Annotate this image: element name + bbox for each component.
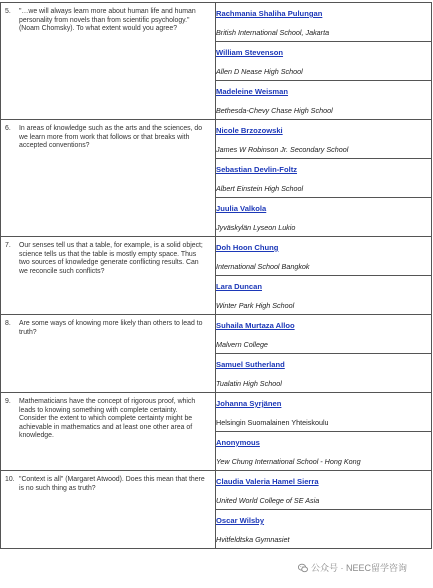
school-name: Bethesda-Chevy Chase High School <box>216 106 333 115</box>
student-name-link[interactable]: Rachmania Shaliha Pulungan <box>216 9 323 18</box>
student-name-link[interactable]: Doh Hoon Chung <box>216 243 279 252</box>
prompt-cell <box>1 3 216 120</box>
student-name-link[interactable]: Madeleine Weisman <box>216 87 289 96</box>
student-name-link[interactable]: Johanna Syrjänen <box>216 399 282 408</box>
student-name-link[interactable]: Samuel Sutherland <box>216 360 285 369</box>
student-cell <box>216 276 432 315</box>
student-cell <box>216 354 432 393</box>
school-name: Winter Park High School <box>216 301 295 310</box>
prompt-number: 5. <box>5 8 11 15</box>
prompt-cell <box>1 120 216 237</box>
school-name: United World College of SE Asia <box>216 496 320 505</box>
prompt-cell <box>1 315 216 393</box>
prompt-number: 10. <box>5 476 15 483</box>
student-name-link[interactable]: Sebastian Devlin-Foltz <box>216 165 298 174</box>
student-cell <box>216 237 432 276</box>
student-cell <box>216 432 432 471</box>
watermark <box>298 561 407 574</box>
student-cell <box>216 42 432 81</box>
student-cell <box>216 3 432 42</box>
school-name: Tualatin High School <box>216 379 282 388</box>
student-name-link[interactable]: Claudia Valeria Hamel Sierra <box>216 477 319 486</box>
prompt-number: 9. <box>5 398 11 405</box>
prompt-number: 7. <box>5 242 11 249</box>
table-row <box>1 3 432 42</box>
prompt-number: 8. <box>5 320 11 327</box>
school-name: Yew Chung International School - Hong Kong <box>216 457 361 466</box>
prompt-cell <box>1 471 216 549</box>
essay-prize-table <box>0 2 432 549</box>
school-name: James W Robinson Jr. Secondary School <box>216 145 349 154</box>
watermark-text: 公众号 · NEEC留学咨询 <box>311 563 408 573</box>
prompt-text: Our senses tell us that a table, for example, is a solid object; science tells us that the table is mostly empty space. Thus two sources of knowledge generate conflicting results. Can we reconcile such conflicts? <box>19 242 203 275</box>
school-name: Albert Einstein High School <box>216 184 304 193</box>
prompt-text: Mathematicians have the concept of rigorous proof, which leads to knowing something with complete certainty. Consider the extent to which complete certainty might be achievable in mathematics and at least one other area of knowledge. <box>19 398 196 440</box>
table-row <box>1 393 432 432</box>
student-name-link[interactable]: Nicole Brzozowski <box>216 126 283 135</box>
student-cell <box>216 393 432 432</box>
school-name: British International School, Jakarta <box>216 28 330 37</box>
school-name: Allen D Nease High School <box>216 67 303 76</box>
prompt-text: Are some ways of knowing more likely than others to lead to truth? <box>19 320 203 336</box>
student-name-link[interactable]: Anonymous <box>216 438 260 447</box>
school-name: Malvern College <box>216 340 268 349</box>
student-cell <box>216 81 432 120</box>
student-cell <box>216 510 432 549</box>
prompt-text: In areas of knowledge such as the arts and the sciences, do we learn more from work that follows or that breaks with accepted conventions? <box>19 125 203 150</box>
student-cell <box>216 315 432 354</box>
school-name: International School Bangkok <box>216 262 310 271</box>
student-cell <box>216 120 432 159</box>
table-row <box>1 237 432 276</box>
student-cell <box>216 159 432 198</box>
student-name-link[interactable]: Suhaila Murtaza Alloo <box>216 321 295 330</box>
school-name: Jyväskylän Lyseon Lukio <box>216 223 296 232</box>
wechat-icon <box>298 563 308 573</box>
student-name-link[interactable]: Juulia Valkola <box>216 204 267 213</box>
table-body <box>1 3 432 549</box>
prompt-cell <box>1 393 216 471</box>
school-name: Hvitfeldtska Gymnasiet <box>216 535 290 544</box>
student-name-link[interactable]: William Stevenson <box>216 48 284 57</box>
prompt-cell <box>1 237 216 315</box>
table-row <box>1 120 432 159</box>
prompt-text: "Context is all" (Margaret Atwood). Does this mean that there is no such thing as truth? <box>19 476 205 492</box>
student-name-link[interactable]: Lara Duncan <box>216 282 262 291</box>
student-cell <box>216 471 432 510</box>
prompt-number: 6. <box>5 125 11 132</box>
prompt-text: "…we will always learn more about human life and human personality from novels than from scientific psychology." (Noam Chomsky). To what extent would you agree? <box>19 8 196 33</box>
table-row <box>1 315 432 354</box>
table-row <box>1 471 432 510</box>
student-cell <box>216 198 432 237</box>
student-name-link[interactable]: Oscar Wilsby <box>216 516 265 525</box>
school-name: Helsingin Suomalainen Yhteiskoulu <box>216 418 329 427</box>
